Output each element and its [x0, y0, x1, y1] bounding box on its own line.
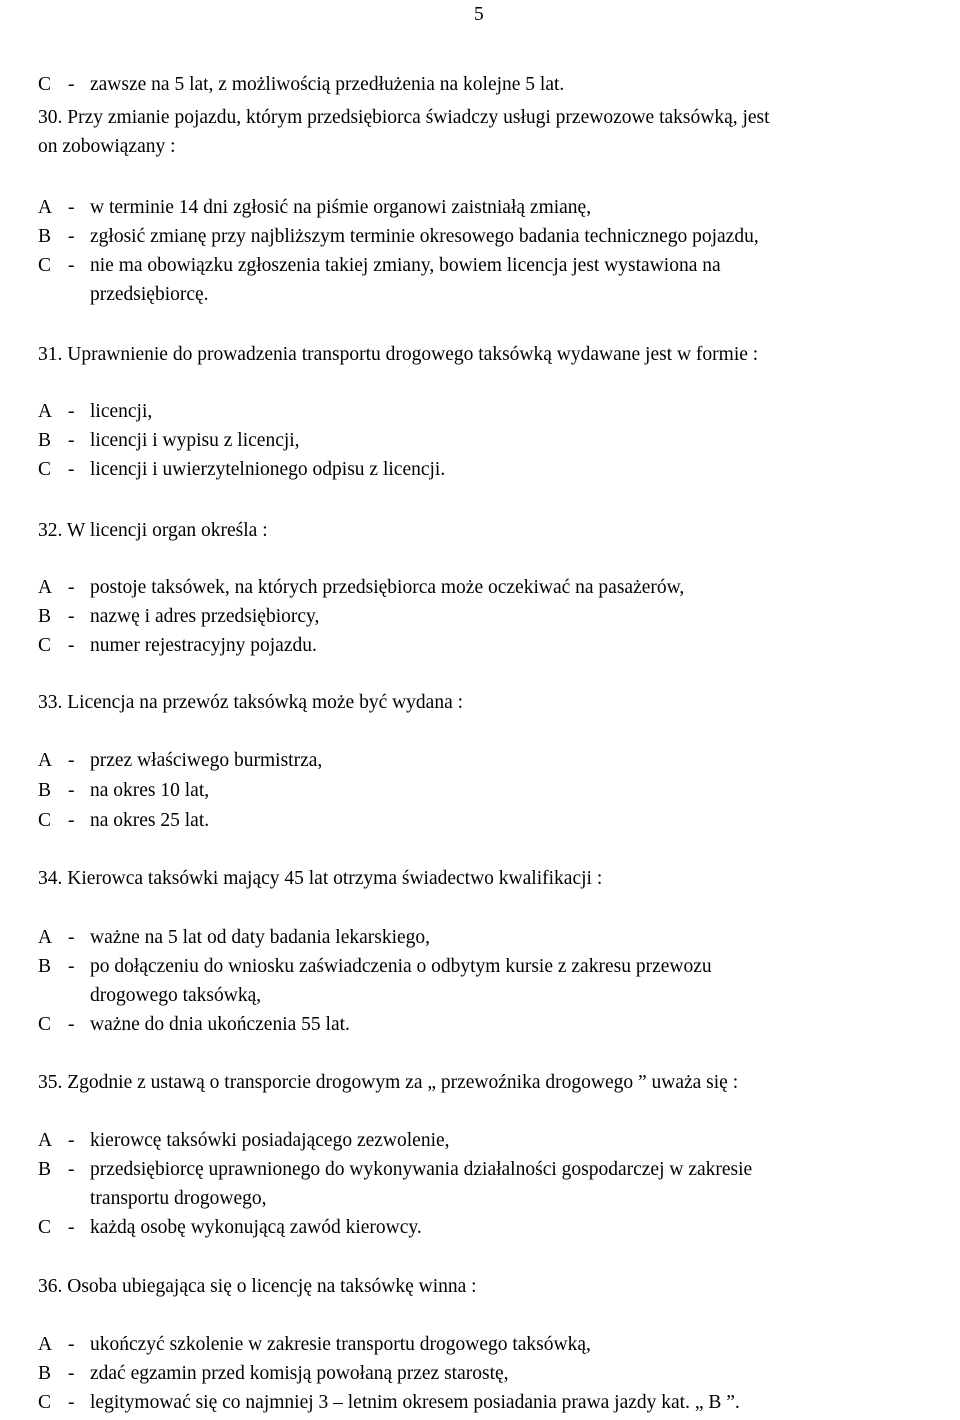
option-text: w terminie 14 dni zgłosić na piśmie organowi zaistniałą zmianę, — [90, 197, 592, 218]
option-text: licencji i wypisu z licencji, — [90, 430, 300, 451]
q36-option-b — [38, 1359, 509, 1388]
q34-option-b — [38, 952, 712, 981]
question-text: Osoba ubiegająca się o licencję na taksówkę winna : — [67, 1276, 477, 1297]
option-text: zdać egzamin przed komisją powołaną przez starostę, — [90, 1363, 509, 1384]
option-dash: - — [68, 74, 75, 95]
option-dash: - — [68, 1363, 75, 1384]
option-letter: B — [38, 226, 52, 247]
q35-option-a — [38, 1126, 450, 1155]
question-31 — [38, 340, 758, 369]
option-dash: - — [68, 1392, 75, 1413]
q31-option-c — [38, 455, 445, 484]
option-text: po dołączeniu do wniosku zaświadczenia o odbytym kursie z zakresu przewozu — [90, 956, 712, 977]
q34-option-b-continued: drogowego taksówką, — [90, 985, 262, 1006]
option-dash: - — [68, 606, 75, 627]
option-dash: - — [68, 1014, 75, 1035]
option-dash: - — [68, 1334, 75, 1355]
option-letter: C — [38, 810, 52, 831]
option-text: ukończyć szkolenie w zakresie transportu drogowego taksówką, — [90, 1334, 591, 1355]
option-dash: - — [68, 577, 75, 598]
q34-option-c — [38, 1010, 350, 1039]
q32-option-b — [38, 602, 319, 631]
question-36 — [38, 1272, 477, 1301]
option-letter: B — [38, 606, 52, 627]
q34-option-a — [38, 923, 430, 952]
q33-option-c — [38, 806, 209, 835]
option-text: nie ma obowiązku zgłoszenia takiej zmiany, bowiem licencja jest wystawiona na — [90, 255, 721, 276]
option-letter: B — [38, 780, 52, 801]
option-text: licencji, — [90, 401, 153, 422]
option-dash: - — [68, 635, 75, 656]
question-32 — [38, 516, 268, 545]
question-number: 36. — [38, 1276, 63, 1297]
question-number: 35. — [38, 1072, 63, 1093]
option-text: legitymować się co najmniej 3 – letnim okresem posiadania prawa jazdy kat. „ B ”. — [90, 1392, 740, 1413]
option-letter: A — [38, 927, 53, 948]
page-number: 5 — [474, 4, 484, 25]
option-text: licencji i uwierzytelnionego odpisu z licencji. — [90, 459, 446, 480]
option-text: nazwę i adres przedsiębiorcy, — [90, 606, 320, 627]
option-text: zawsze na 5 lat, z możliwością przedłużenia na kolejne 5 lat. — [90, 74, 565, 95]
option-letter: A — [38, 1334, 53, 1355]
q35-option-b — [38, 1155, 752, 1184]
q32-option-c — [38, 631, 317, 660]
option-text: każdą osobę wykonującą zawód kierowcy. — [90, 1217, 422, 1238]
question-35 — [38, 1068, 738, 1097]
option-text: numer rejestracyjny pojazdu. — [90, 635, 317, 656]
option-dash: - — [68, 255, 75, 276]
question-text: Kierowca taksówki mający 45 lat otrzyma świadectwo kwalifikacji : — [67, 868, 603, 889]
option-letter: C — [38, 74, 52, 95]
option-dash: - — [68, 430, 75, 451]
option-letter: C — [38, 635, 52, 656]
question-text: W licencji organ określa : — [66, 520, 268, 541]
option-text: postoje taksówek, na których przedsiębiorca może oczekiwać na pasażerów, — [90, 577, 685, 598]
question-34 — [38, 864, 602, 893]
q31-option-b — [38, 426, 300, 455]
option-letter: A — [38, 197, 53, 218]
option-letter: A — [38, 1130, 53, 1151]
option-dash: - — [68, 401, 75, 422]
option-letter: C — [38, 255, 52, 276]
option-letter: C — [38, 1014, 52, 1035]
option-dash: - — [68, 810, 75, 831]
option-letter: B — [38, 1363, 52, 1384]
question-text: Licencja na przewóz taksówką może być wydana : — [67, 692, 464, 713]
q30-option-c-continued: przedsiębiorcę. — [90, 284, 209, 305]
q33-option-b — [38, 776, 209, 805]
option-dash: - — [68, 1217, 75, 1238]
option-letter: A — [38, 577, 53, 598]
option-dash: - — [68, 197, 75, 218]
option-dash: - — [68, 927, 75, 948]
question-33 — [38, 688, 463, 717]
option-letter: A — [38, 401, 53, 422]
option-text: przez właściwego burmistrza, — [90, 750, 323, 771]
option-letter: C — [38, 1217, 52, 1238]
question-30-line2: on zobowiązany : — [38, 136, 176, 157]
question-text: Uprawnienie do prowadzenia transportu drogowego taksówką wydawane jest w formie : — [67, 344, 759, 365]
question-number: 32. — [38, 520, 63, 541]
option-text: zgłosić zmianę przy najbliższym terminie okresowego badania technicznego pojazdu, — [90, 226, 759, 247]
option-dash: - — [68, 956, 75, 977]
option-text: ważne na 5 lat od daty badania lekarskiego, — [90, 927, 431, 948]
question-text: Przy zmianie pojazdu, którym przedsiębiorca świadczy usługi przewozowe taksówką, jest — [67, 107, 770, 128]
question-number: 31. — [38, 344, 63, 365]
question-number: 30. — [38, 107, 63, 128]
question-number: 33. — [38, 692, 63, 713]
option-letter: B — [38, 430, 52, 451]
option-dash: - — [68, 1130, 75, 1151]
option-dash: - — [68, 459, 75, 480]
option-text: na okres 25 lat. — [90, 810, 210, 831]
q36-option-c — [38, 1388, 740, 1417]
prev-option-c — [38, 70, 564, 99]
q31-option-a — [38, 397, 152, 426]
question-text: Zgodnie z ustawą o transporcie drogowym za „ przewoźnika drogowego ” uważa się : — [67, 1072, 739, 1093]
q36-option-a — [38, 1330, 591, 1359]
option-text: przedsiębiorcę uprawnionego do wykonywania działalności gospodarczej w zakresie — [90, 1159, 753, 1180]
option-letter: B — [38, 956, 52, 977]
question-30 — [38, 103, 770, 132]
question-number: 34. — [38, 868, 63, 889]
q30-option-b — [38, 222, 759, 251]
q33-option-a — [38, 746, 322, 775]
option-letter: C — [38, 459, 52, 480]
option-letter: A — [38, 750, 53, 771]
option-dash: - — [68, 780, 75, 801]
option-letter: B — [38, 1159, 52, 1180]
option-dash: - — [68, 750, 75, 771]
option-letter: C — [38, 1392, 52, 1413]
q32-option-a — [38, 573, 684, 602]
q30-option-c — [38, 251, 721, 280]
option-text: ważne do dnia ukończenia 55 lat. — [90, 1014, 350, 1035]
option-text: kierowcę taksówki posiadającego zezwolenie, — [90, 1130, 450, 1151]
option-dash: - — [68, 1159, 75, 1180]
q35-option-c — [38, 1213, 422, 1242]
option-text: na okres 10 lat, — [90, 780, 210, 801]
q30-option-a — [38, 193, 591, 222]
q35-option-b-continued: transportu drogowego, — [90, 1188, 267, 1209]
option-dash: - — [68, 226, 75, 247]
